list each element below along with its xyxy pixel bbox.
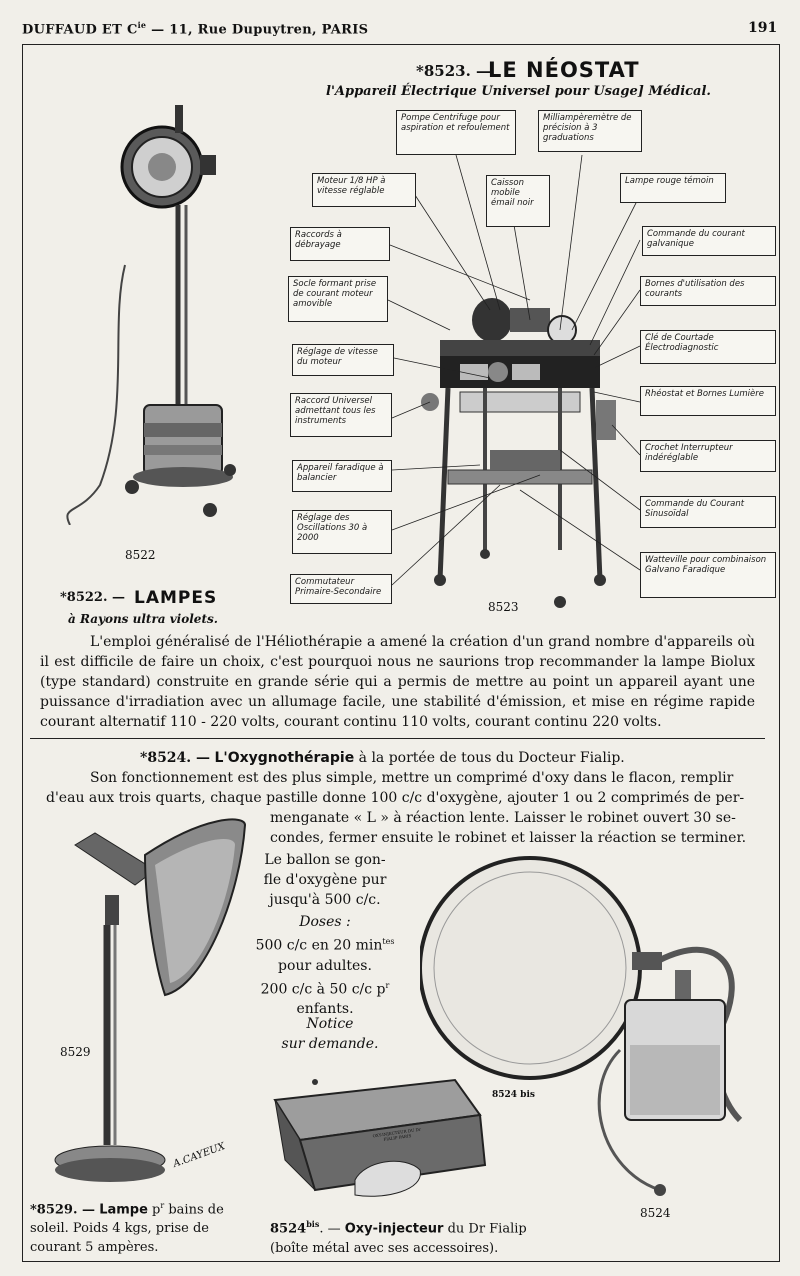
lampes-subtitle: à Rayons ultra violets.: [68, 612, 218, 626]
doses-line: 200 c/c à 50 c/c p: [260, 981, 386, 998]
figure-number-8524bis: 8524 bis: [492, 1090, 535, 1100]
lamp-8529-title: Lampe: [99, 1202, 148, 1218]
injector-rest: du Dr Fialip: [443, 1221, 527, 1237]
label-rheostat: Rhéostat et Bornes Lumière: [640, 386, 776, 416]
injector-sup: bis: [306, 1219, 320, 1229]
label-watteville: Watteville pour combinaison Galvano Faradique: [640, 552, 776, 598]
lamp-8529-caption: [30, 1196, 224, 1257]
doses-text: [250, 912, 400, 1019]
label-centrifugal-pump: Pompe Centrifuge pour aspiration et refoulement: [396, 110, 516, 155]
doses-title: Doses :: [299, 914, 351, 930]
label-clutch-fittings: Raccords à débrayage: [290, 227, 390, 261]
doses-line: 500 c/c en 20 min: [255, 937, 383, 954]
injector-caption: [270, 1214, 527, 1259]
artist-signature: A.CAYEUX: [171, 1141, 227, 1170]
lampes-number: *8522. —: [60, 590, 126, 605]
lamp-8529-line: soleil. Poids 4 kgs, prise de: [30, 1221, 210, 1237]
publisher-name: DUFFAUD ET C: [22, 22, 138, 38]
label-courtade-key: Clé de Courtade Électrodiagnostic: [640, 330, 776, 364]
injector-title: Oxy-injecteur: [344, 1221, 444, 1237]
label-oscillation-setting: Réglage des Oscillations 30 à 2000: [292, 510, 392, 554]
doses-line: enfants.: [296, 1001, 354, 1018]
label-motor: Moteur 1/8 HP à vitesse réglable: [312, 173, 416, 207]
injector-number: 8524: [270, 1221, 307, 1237]
label-output-terminals: Bornes d'utilisation des courants: [640, 276, 776, 306]
neostat-title: LE NÉOSTAT: [488, 58, 640, 82]
figure-number-8529: 8529: [60, 1045, 91, 1059]
figure-number-8522: 8522: [125, 548, 156, 562]
publisher-suffix: ie: [137, 20, 147, 30]
lamp-8529-number: *8529. —: [30, 1202, 96, 1218]
lamp-8529-text: p: [147, 1202, 161, 1218]
publisher-address: — 11, Rue Dupuytren, PARIS: [146, 22, 369, 38]
oxygen-line-2: d'eau aux trois quarts, chaque pastille donne 100 c/c d'oxygène, ajouter 1 ou 2 comprimés de per-: [46, 790, 745, 806]
lamp-8529-sup: r: [160, 1201, 165, 1210]
label-faradic-device: Appareil faradique à balancier: [292, 460, 392, 492]
lamp-8529-text: bains de: [164, 1202, 224, 1218]
label-commutator: Commutateur Primaire-Secondaire: [290, 574, 392, 604]
oxygen-balloon-flask-illustration: [420, 850, 760, 1210]
oxygen-line-4: condes, fermer ensuite le robinet et laisser la réaction se terminer.: [270, 830, 747, 846]
lamp-8529-line: courant 5 ampères.: [30, 1240, 159, 1256]
notice-line: sur demande.: [281, 1036, 379, 1052]
label-red-lamp: Lampe rouge témoin: [620, 173, 726, 203]
ballon-line: fle d'oxygène pur: [263, 872, 387, 888]
ballon-text: [260, 850, 390, 910]
heliotherapy-paragraph: L'emploi généralisé de l'Héliothérapie a amené la création d'un grand nombre d'appareils où il est difficile de faire un choix, c'est pourquoi nous ne saurions trop recommander la lampe Biolux (type standard) construite en grande série qui a permis de mettre au point un appareil ayant une puissance d'irradiation avec un allumage facile, une stabilité d'émission, et mise en régime rapide courant alternatif 110 - 220 volts, courant continu 110 volts, courant continu 220 volts.: [40, 634, 755, 730]
oxygen-number: *8524. —: [140, 750, 211, 766]
ballon-line: Le ballon se gon-: [264, 852, 386, 868]
figure-number-8524: 8524: [640, 1206, 671, 1220]
label-socket-base: Socle formant prise de courant moteur amovible: [288, 276, 388, 322]
section-divider: [30, 738, 765, 739]
figure-number-8523: 8523: [488, 600, 519, 614]
page-number: 191: [748, 20, 778, 36]
oxygen-heading: [140, 750, 625, 766]
neostat-subtitle: l'Appareil Électrique Universel pour Usage] Médical.: [326, 84, 711, 99]
neostat-number: *8523. —: [416, 62, 492, 80]
injector-box-text: OXY-INJECTEUR DU Dr FIALIP PARIS: [372, 1126, 421, 1142]
label-galvanic-control: Commande du courant galvanique: [642, 226, 776, 256]
doses-sup: tes: [382, 937, 395, 946]
notice-line: Notice: [306, 1016, 354, 1032]
oxygen-title-rest: à la portée de tous du Docteur Fialip.: [354, 750, 625, 766]
oxygen-title: L'Oxygnothérapie: [214, 750, 355, 766]
doses-sup: r: [385, 980, 390, 990]
notice-text: [270, 1014, 390, 1054]
label-motor-speed: Réglage de vitesse du moteur: [292, 344, 394, 376]
label-sinusoidal-control: Commande du Courant Sinusoïdal: [640, 496, 776, 528]
oxygen-line-3: menganate « L » à réaction lente. Laisser le robinet ouvert 30 se-: [270, 810, 736, 826]
sun-lamp-illustration: [35, 815, 255, 1190]
injector-dash: . —: [319, 1221, 341, 1237]
oxygen-line-1: Son fonctionnement est des plus simple, mettre un comprimé d'oxy dans le flacon, remplir: [90, 770, 734, 786]
label-milliammeter: Milliampèremètre de précision à 3 graduations: [538, 110, 642, 152]
doses-line: pour adultes.: [278, 957, 372, 974]
ballon-line: jusqu'à 500 c/c.: [269, 892, 381, 908]
injector-line: (boîte métal avec ses accessoires).: [270, 1241, 499, 1257]
label-mobile-casing: Caisson mobile émail noir: [486, 175, 550, 227]
lampes-title: LAMPES: [134, 588, 218, 608]
label-universal-fitting: Raccord Universel admettant tous les instruments: [290, 393, 392, 437]
label-interrupter-hook: Crochet Interrupteur indéréglable: [640, 440, 776, 472]
